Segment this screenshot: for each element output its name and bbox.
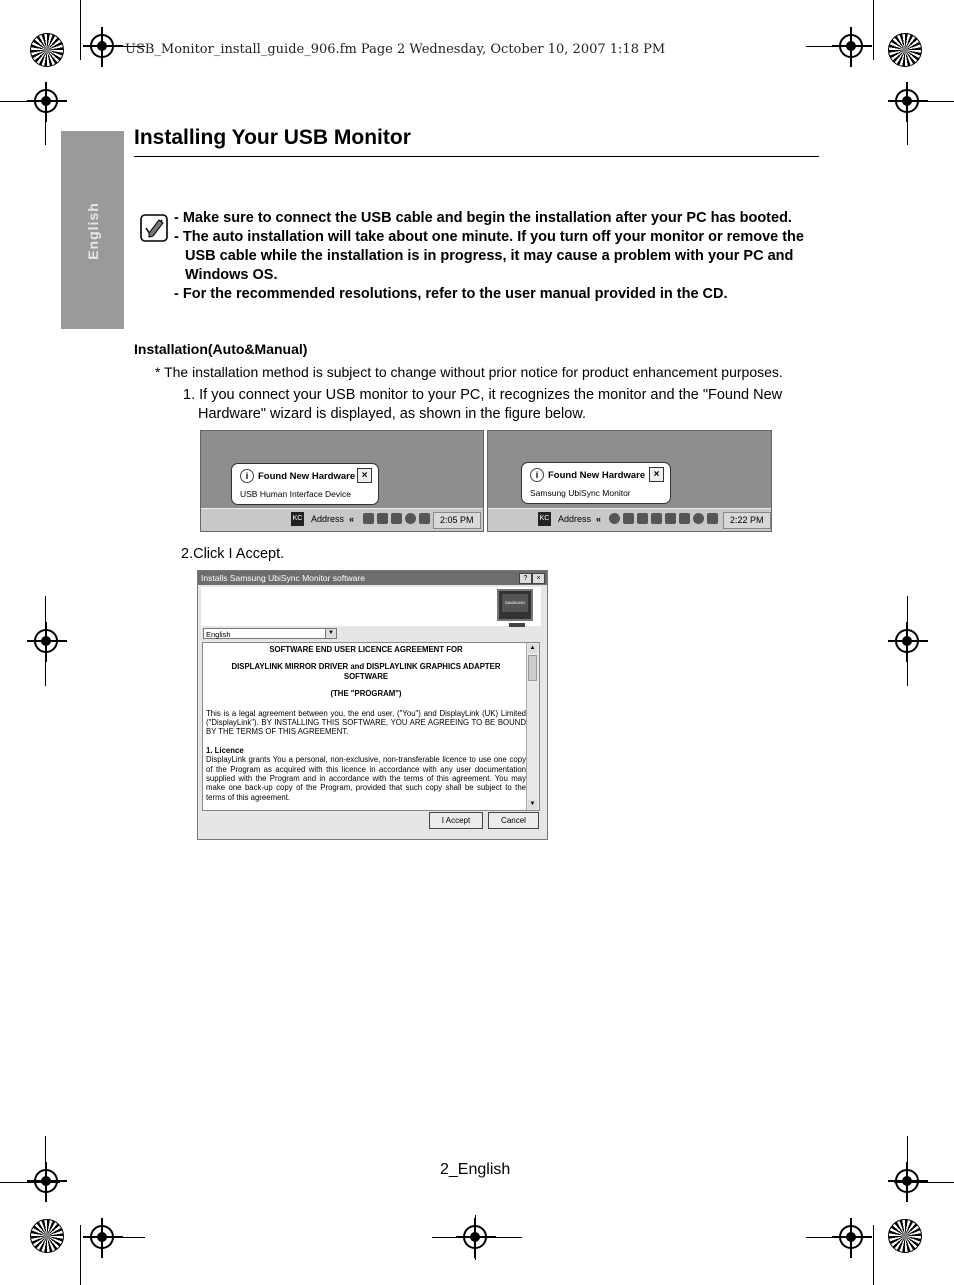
notification-balloon	[231, 463, 379, 505]
help-button[interactable]: ?	[519, 573, 532, 584]
note-item: - For the recommended resolutions, refer to the user manual provided in the CD.	[174, 286, 728, 302]
chevron-icon[interactable]: «	[596, 514, 602, 524]
found-hardware-screenshot-right	[487, 430, 772, 532]
tray-icon	[637, 513, 648, 524]
language-value: English	[206, 630, 231, 639]
chevron-down-icon[interactable]: ▼	[325, 629, 336, 638]
address-label: Address	[311, 514, 345, 524]
tray-icon	[693, 513, 704, 524]
tray-icon	[419, 513, 430, 524]
title-rule	[134, 156, 819, 157]
balloon-title: Found New Hardware	[258, 471, 356, 482]
step-1	[183, 386, 819, 424]
close-icon[interactable]: ×	[649, 467, 664, 482]
language-select[interactable]	[203, 628, 337, 639]
info-icon: i	[530, 468, 544, 482]
registration-mark	[895, 629, 919, 653]
note-item: - The auto installation will take about one minute. If you turn off your monitor or remove the USB cable while the installation is in progress, it may cause a problem with your PC and Windows OS.	[174, 229, 804, 283]
accept-button[interactable]: I Accept	[429, 812, 483, 829]
registration-mark	[839, 1225, 863, 1249]
registration-mark	[90, 1225, 114, 1249]
registration-mark	[34, 89, 58, 113]
scroll-down-icon[interactable]: ▼	[529, 801, 536, 807]
framemaker-header: USB_Monitor_install_guide_906.fm Page 2 Wednesday, October 10, 2007 1:18 PM	[125, 42, 666, 57]
tray-icon	[405, 513, 416, 524]
taskbar-clock: 2:05 PM	[433, 512, 481, 529]
dialog-banner	[201, 587, 541, 626]
registration-mark	[895, 89, 919, 113]
eula-heading: DISPLAYLINK MIRROR DRIVER and DISPLAYLINK GRAPHICS ADAPTER SOFTWARE	[231, 662, 501, 681]
close-icon[interactable]: ×	[357, 468, 372, 483]
eula-paragraph: DisplayLink grants You a personal, non-exclusive, non-transferable licence to use one copy of the Program as acquired with this licence in accordance with any user documentation supplied with the Program and in accordance with the terms of this agreement. You may make one back-up copy of the Program, provided that such copy shall be subject to the terms of this agreement.	[206, 755, 526, 802]
app-icon: KC	[291, 512, 304, 526]
crop-mark-star	[888, 33, 922, 67]
page-number: 2_English	[440, 1161, 511, 1178]
chevron-icon[interactable]: «	[349, 514, 355, 524]
tray-icon	[363, 513, 374, 524]
found-hardware-screenshot-left	[200, 430, 484, 532]
info-icon: i	[240, 469, 254, 483]
monitor-icon	[497, 589, 533, 621]
step-2: 2.Click I Accept.	[181, 546, 285, 562]
tray-icon	[609, 513, 620, 524]
scrollbar[interactable]	[526, 643, 539, 810]
eula-licence-heading: 1. Licence	[206, 745, 244, 755]
tray-icon	[391, 513, 402, 524]
taskbar-clock: 2:22 PM	[723, 512, 771, 529]
address-label: Address	[558, 514, 592, 524]
tray-icon	[665, 513, 676, 524]
scrollbar-thumb[interactable]	[528, 655, 537, 681]
note-item: - Make sure to connect the USB cable and begin the installation after your PC has booted.	[174, 210, 792, 226]
notification-balloon	[521, 462, 671, 504]
step-1-line: Hardware" wizard is displayed, as shown in the figure below.	[198, 406, 586, 422]
tray-icon	[707, 513, 718, 524]
balloon-text: Samsung UbiSync Monitor	[530, 488, 631, 498]
registration-mark	[90, 34, 114, 58]
balloon-title: Found New Hardware	[548, 470, 646, 481]
eula-paragraph: This is a legal agreement between you, the end user, ("You") and DisplayLink (UK) Limited ("DisplayLink"). BY INSTALLING THIS SOFTWARE, YOU ARE AGREEING TO BE BOUND BY THE TERMS OF THIS AGREEMENT.	[206, 708, 526, 737]
registration-mark	[34, 1169, 58, 1193]
monitor-logo: SAMSUNG	[502, 594, 528, 612]
scroll-up-icon[interactable]: ▲	[529, 645, 536, 651]
registration-mark	[34, 629, 58, 653]
pencil-note-icon	[140, 214, 168, 242]
side-tab-label: English	[84, 202, 101, 260]
registration-mark	[839, 34, 863, 58]
balloon-text: USB Human Interface Device	[240, 489, 352, 499]
asterisk-note: * The installation method is subject to change without prior notice for product enhancement purposes.	[155, 364, 783, 380]
page-title: Installing Your USB Monitor	[134, 126, 411, 149]
eula-textbox[interactable]	[202, 642, 540, 811]
installer-dialog	[197, 570, 548, 840]
step-1-line: 1. If you connect your USB monitor to your PC, it recognizes the monitor and the "Found New	[183, 387, 783, 403]
cancel-button[interactable]: Cancel	[488, 812, 539, 829]
crop-mark-star	[30, 1219, 64, 1253]
tray-icon	[623, 513, 634, 524]
eula-heading: (THE "PROGRAM")	[330, 689, 402, 699]
crop-mark-star	[30, 33, 64, 67]
eula-heading: SOFTWARE END USER LICENCE AGREEMENT FOR	[269, 645, 463, 654]
tray-icon	[377, 513, 388, 524]
dialog-titlebar	[198, 571, 547, 585]
dialog-title: Installs Samsung UbiSync Monitor software	[201, 573, 365, 583]
registration-mark	[463, 1225, 487, 1249]
tray-icon	[679, 513, 690, 524]
taskbar	[488, 508, 771, 531]
language-side-tab	[61, 131, 124, 329]
tray-icon	[651, 513, 662, 524]
app-icon: KC	[538, 512, 551, 526]
section-heading: Installation(Auto&Manual)	[134, 341, 308, 357]
registration-mark	[895, 1169, 919, 1193]
close-button[interactable]: ×	[532, 573, 545, 584]
taskbar	[201, 508, 483, 531]
note-block	[174, 209, 819, 304]
crop-mark-star	[888, 1219, 922, 1253]
